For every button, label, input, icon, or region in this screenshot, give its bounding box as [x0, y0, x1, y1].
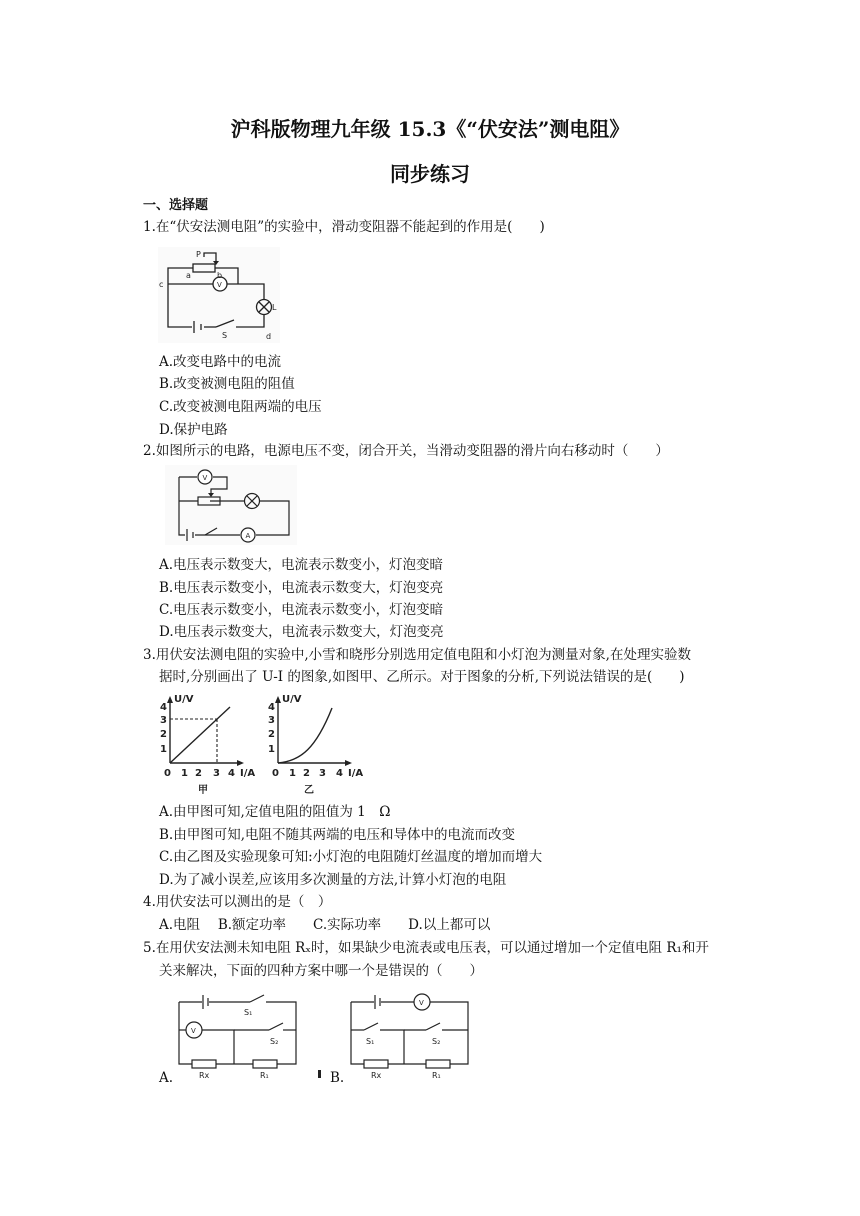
- resistor-rx-label: Rx: [371, 1071, 382, 1080]
- switch-s1-label: S₁: [366, 1037, 375, 1046]
- graph-yi-xtick-2: 2: [303, 768, 310, 779]
- resistor-r1-label: R₁: [260, 1071, 269, 1080]
- graph-yi-origin: 0: [272, 768, 279, 779]
- ammeter-label: A: [245, 532, 251, 540]
- question-5-stem-line2: 关来解决，下面的四种方案中哪一个是错误的（ ）: [159, 963, 483, 979]
- graph-yi-ylabel: U/V: [282, 694, 302, 705]
- graph-jia-ytick-1: 1: [160, 744, 167, 755]
- graph-yi-ytick-2: 2: [268, 729, 275, 740]
- graph-yi-xlabel: I/A: [348, 768, 364, 779]
- graph-yi-ytick-1: 1: [268, 744, 275, 755]
- figure-label-d: d: [266, 332, 272, 341]
- graph-jia-ytick-3: 3: [160, 715, 167, 726]
- graph-yi-xtick-3: 3: [319, 768, 326, 779]
- graph-jia-xtick-1: 1: [181, 768, 188, 779]
- question-4-stem: 4.用伏安法可以测出的是（ ）: [143, 894, 332, 910]
- question-5-circuit-b: [346, 990, 476, 1080]
- question-5-option-b-label: B.: [330, 1070, 345, 1086]
- question-1-stem: 1.在“伏安法测电阻”的实验中，滑动变阻器不能起到的作用是( ): [143, 219, 545, 235]
- graph-yi-ytick-4: 4: [268, 702, 275, 713]
- question-2-option-b: B.电压表示数变小，电流表示数变大，灯泡变亮: [159, 580, 444, 596]
- graph-yi-ytick-3: 3: [268, 715, 275, 726]
- graph-jia-xlabel: I/A: [240, 768, 256, 779]
- question-3-option-a: A.由甲图可知,定值电阻的阻值为 1 Ω: [159, 804, 391, 820]
- graph-jia-ytick-2: 2: [160, 729, 167, 740]
- question-3-stem-line1: 3.用伏安法测电阻的实验中,小雪和晓彤分别选用定值电阻和小灯泡为测量对象,在处理实验数: [143, 647, 691, 663]
- question-1-option-d: D.保护电路: [159, 422, 228, 438]
- figure-label-s: S: [222, 331, 228, 340]
- question-3-option-c: C.由乙图及实验现象可知:小灯泡的电阻随灯丝温度的增加而增大: [159, 849, 543, 865]
- graph-jia-ylabel: U/V: [174, 694, 194, 705]
- graph-yi-xtick-4: 4: [336, 768, 343, 779]
- document-subtitle: 同步练习: [390, 162, 470, 186]
- document-title: 沪科版物理九年级 15.3《“伏安法”测电阻》: [230, 117, 630, 141]
- question-2-option-a: A.电压表示数变大，电流表示数变小，灯泡变暗: [159, 557, 444, 573]
- switch-s1-label: S₁: [244, 1008, 253, 1017]
- question-5-option-a-label: A.: [159, 1070, 174, 1086]
- graph-yi-xtick-1: 1: [289, 768, 296, 779]
- resistor-rx-label: Rx: [199, 1071, 210, 1080]
- question-3-graph-yi: [266, 690, 366, 796]
- switch-s2-label: S₂: [270, 1037, 279, 1046]
- question-1-option-b: B.改变被测电阻的阻值: [159, 376, 295, 392]
- voltmeter-label: V: [202, 474, 208, 482]
- question-1-option-a: A.改变电路中的电流: [159, 354, 282, 370]
- voltmeter-label: V: [217, 281, 222, 289]
- graph-jia-xtick-2: 2: [195, 768, 202, 779]
- question-2-option-d: D.电压表示数变大，电流表示数变大，灯泡变亮: [159, 624, 444, 640]
- voltmeter-label: V: [419, 999, 424, 1007]
- question-5-stem-line1: 5.在用伏安法测未知电阻 Rₓ时，如果缺少电流表或电压表，可以通过增加一个定值电阻 R₁和开: [143, 940, 709, 956]
- question-3-option-b: B.由甲图可知,电阻不随其两端的电压和导体中的电流而改变: [159, 827, 516, 843]
- question-3-stem-line2: 据时,分别画出了 U-I 的图象,如图甲、乙所示。对于图象的分析,下列说法错误的是( ): [159, 669, 685, 685]
- graph-yi-caption: 乙: [304, 785, 314, 796]
- question-1-circuit-figure: [158, 247, 280, 343]
- figure-label-c: c: [159, 280, 164, 289]
- question-5-circuit-a: [174, 990, 304, 1080]
- separator-mark: [318, 1070, 321, 1078]
- figure-label-b: b: [217, 271, 223, 280]
- figure-label-a: a: [186, 271, 191, 280]
- graph-jia-caption: 甲: [198, 785, 208, 796]
- question-3-option-d: D.为了减小误差,应该用多次测量的方法,计算小灯泡的电阻: [159, 872, 507, 888]
- question-2-stem: 2.如图所示的电路，电源电压不变，闭合开关，当滑动变阻器的滑片向右移动时（ ）: [143, 443, 669, 459]
- question-4-options: A.电阻 B.额定功率 C.实际功率 D.以上都可以: [159, 917, 491, 933]
- graph-jia-origin: 0: [164, 768, 171, 779]
- switch-s2-label: S₂: [432, 1037, 441, 1046]
- figure-label-l: L: [272, 303, 277, 312]
- question-2-circuit-figure: [165, 465, 297, 545]
- resistor-r1-label: R₁: [432, 1071, 441, 1080]
- question-2-option-c: C.电压表示数变小，电流表示数变小，灯泡变暗: [159, 602, 444, 618]
- graph-jia-ytick-4: 4: [160, 702, 167, 713]
- question-1-option-c: C.改变被测电阻两端的电压: [159, 399, 322, 415]
- figure-label-p: P: [196, 250, 201, 259]
- section-heading: 一、选择题: [143, 198, 209, 213]
- question-3-graph-jia: [158, 690, 258, 796]
- graph-jia-xtick-4: 4: [228, 768, 235, 779]
- voltmeter-label: V: [191, 1027, 196, 1035]
- graph-jia-xtick-3: 3: [213, 768, 220, 779]
